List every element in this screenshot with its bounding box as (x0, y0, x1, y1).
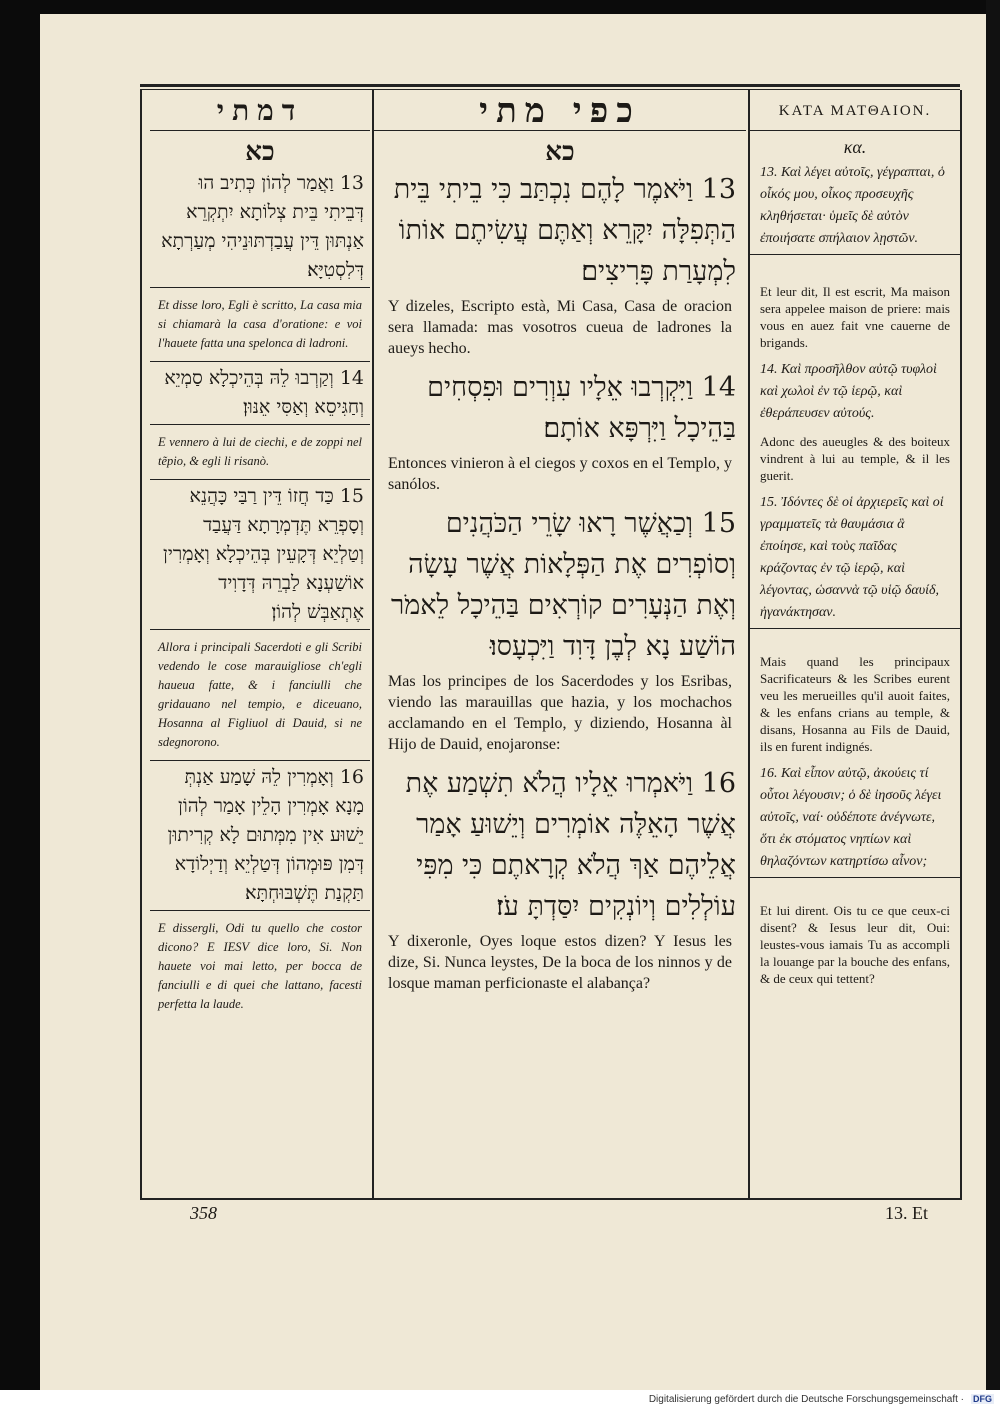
divider (150, 479, 370, 480)
scan-border-right (986, 0, 1000, 1390)
frame-right (960, 90, 962, 1200)
greek-verse-14: 14. Καὶ προσῆλθον αὐτῷ τυφλοὶ καὶ χωλοὶ ἐν τῷ ἱερῷ, καὶ ἐθεράπευσεν αὐτούς. (760, 362, 937, 421)
spanish-verse-15: Mas los principes de los Sacerdodes y los Esribas, viendo las marauillas que hazia, y los mochachos acclamando en el Templo, y diziendo, Hosanna àl Hijo de Dauid, enojaronse: (388, 673, 732, 753)
greek-verse-13: 13. Καὶ λέγει αὐτοῖς, γέγραπται, ὁ οἶκός μου, οἶκος προσευχῆς κληθήσεται· ὑμεῖς δὲ αὐτὸν ἐποιήσατε σπήλαιον λῃστῶν. (760, 165, 945, 246)
column-header-greek (750, 92, 960, 131)
hebrew-verse-16: 16 וַיֹּאמְרוּ אֵלָיו הֲלֹא תִשְׁמַע אֶת אֲשֶׁר הָאֵלֶּה אוֹמְרִים וְיֵשׁוּעַ אָמַר אֲלֵיהֶם אַךְ הֲלֹא קְרָאתֶם כִּי מִפִּי עוֹלְלִים וְיוֹנְקִים יִסַּדְתָּ עֹז׃ (405, 768, 736, 922)
italian-verse-13: Et disse loro, Egli è scritto, La casa mia si chiamarà la casa d'oratione: e voi l'hauete fatta una spelonca di ladroni. (158, 298, 362, 350)
column-header-aramaic (150, 92, 370, 131)
italian-verse-16: E dissergli, Odi tu quello che costor dicono? E IESV dice loro, Si. Non hauete voi mai letto, per bocca de fanciulli e di quei che lattano, facesti perfetta la laude. (158, 921, 362, 1011)
divider (150, 629, 370, 630)
page-number: 358 (190, 1203, 217, 1223)
divider (750, 628, 960, 629)
spanish-verse-13: Y dizeles, Escripto està, Mi Casa, Casa de oracion sera llamada: mas vosotros cueua de ladrones la aueys hecho. (388, 298, 732, 357)
frame-left (140, 90, 142, 1200)
greek-verse-15: 15. Ἰδόντες δὲ οἱ ἀρχιερεῖς καὶ οἱ γραμματεῖς τὰ θαυμάσια ἃ ἐποίησε, καὶ τοὺς παῖδας κράζοντας ἐν τῷ ἱερῷ, καὶ λέγοντας, ὡσαννὰ τῷ υἱῷ δαυίδ, ἠγανάκτησαν. (760, 495, 944, 620)
header-aramaic-title: דמתי (216, 94, 304, 127)
top-rule-thin (140, 89, 960, 90)
aramaic-verse-15: 15 כַּד חֲזוֹ דֵּין רַבַּי כָּהֲנֵא וְסָפְרֵא תֶּדְמְרָתָא דַּעֲבַד וְטַלְיֵא דְּקָעֵין בְּהֵיכְלָא וְאָמְרִין אוֹשַׁעְנָא לַבְרֵהּ דְּדָוִיד אֶתְאַבְּשׁ לְהוֹן׃ (163, 485, 364, 623)
top-rule (140, 84, 960, 87)
aramaic-italian-column (150, 92, 370, 1020)
hebrew-verse-15: 15 וְכַאֲשֶׁר רָאוּ שָׂרֵי הַכֹּהֲנִים וְסוֹפְרִים אֶת הַפְּלָאוֹת אֲשֶׁר עָשָׂה וְאֶת הַנְּעָרִים קוֹרְאִים בַּהֵיכָל לֵאמֹר הוֹשַׁע נָא לְבֶן דָּוִד וַיִּכְעָסוּ׃ (391, 508, 736, 662)
greek-french-column (750, 92, 960, 993)
column-header-hebrew (374, 92, 746, 131)
hebrew-verse-13: 13 וַיֹּאמֶר לָהֶם נִכְתַּב כִּי בֵיתִי בֵּית הַתְּפִלָּה יִקָּרֵא וְאַתֶּם עֲשִׂיתֶם אוֹתוֹ לִמְעָרַת פָּרִיצִים׃ (393, 174, 736, 287)
dfg-logo: DFG (973, 1394, 992, 1404)
italian-verse-14: E vennero à lui de ciechi, e de zoppi nel tẽpio, & egli li risanò. (158, 435, 362, 468)
digitization-footer (0, 1390, 1000, 1406)
digitization-credit: Digitalisierung gefördert durch die Deutsche Forschungsgemeinschaft · (648, 1394, 964, 1405)
chapter-number-aramaic: כא (245, 137, 275, 167)
chapter-number-greek: κα. (843, 137, 867, 157)
spanish-verse-16: Y dixeronle, Oyes loque estos dizen? Y Iesus les dize, Si. Nunca leystes, De la boca de los ninnos y de losque maman perficionaste el alabança? (388, 933, 732, 992)
header-greek-title: ΚΑΤΑ ΜΑΤΘΑΙΟΝ. (778, 102, 932, 119)
divider (150, 287, 370, 288)
french-verse-16: Et lui dirent. Ois tu ce que ceux-ci disent? & Iesus leur dit, Oui: leustes-vous iamais Tu as accompli la louange par la bouche des enfans, & de ceux qui tettent? (760, 903, 950, 986)
scan-border-left (0, 0, 40, 1406)
french-verse-14: Adonc des aueugles & des boiteux vindrent à lui au temple, & il les guerit. (760, 434, 950, 483)
divider (150, 361, 370, 362)
french-verse-15: Mais quand les principaux Sacrificateurs & les Scribes eurent veu les merueilles qu'il auoit faites, & les enfans crians au temple, & disans, Hosanna au Fils de Dauid, ils en furent indignés. (760, 654, 950, 754)
hebrew-spanish-column (374, 92, 746, 1002)
spanish-verse-14: Entonces vinieron à el ciegos y coxos en el Templo, y sanólos. (388, 455, 732, 493)
greek-verse-16: 16. Καὶ εἶπον αὐτῷ, ἀκούεις τί οὗτοι λέγουσιν; ὁ δὲ ἰησοῦς λέγει αὐτοῖς, ναί· οὐδέποτε ἀνέγνωτε, ὅτι ἐκ στόματος νηπίων καὶ θηλαζόντων κατηρτίσω αἶνον; (760, 766, 942, 869)
scan-border-top (0, 0, 1000, 14)
catchword: 13. Et (885, 1203, 928, 1223)
aramaic-verse-16: 16 וְאָמְרִין לֵהּ שָׁמַע אַנְתְּ מָנָא אָמְרִין הָלֵין אָמַר לְהוֹן יֵשׁוּע אִין מִמְּתוּם לָא קְרִיתוּן דְּמִן פּוּמְהוֹן דְּטַלְיֵא וְדַיְלוֹדָא תַּקְנַת תֶּשְׁבּוּחְתָּא׃ (167, 766, 364, 904)
aramaic-verse-14: 14 וְקַרְבוּ לֵהּ בְּהֵיכְלָא סַמְיֵא וְחַגִּיסֵא וְאַסִּי אֵנּוּן׃ (164, 367, 364, 418)
french-verse-13: Et leur dit, Il est escrit, Ma maison sera appelee maison de priere: mais vous en auez fait vne cauerne de brigands. (760, 284, 950, 350)
header-hebrew-title: כפי מתי (479, 91, 641, 131)
divider (750, 877, 960, 878)
bottom-rule (140, 1198, 960, 1200)
divider (750, 254, 960, 255)
italian-verse-15: Allora i principali Sacerdoti e gli Scribi vedendo le cose marauigliose ch'egli haueua fatte, & i fanciulli che gridauano nel tempio, e diceuano, Hosanna al Figliuol di Dauid, si ne sdegnorono. (158, 640, 362, 749)
aramaic-verse-13: 13 וַאֲמַר לְהוֹן כְּתִיב הוּ דְּבֵיתִי בֵּית צְלוֹתָא יִתְקְרֵא אַנְתּוּן דֵּין עֲבַדְתּוּנֵיהִי מְעַרְתָא דְּלִסְטִיָּא׃ (161, 172, 364, 281)
divider (150, 424, 370, 425)
chapter-number-hebrew: כא (545, 137, 575, 167)
divider (150, 910, 370, 911)
hebrew-verse-14: 14 וַיִּקְרְבוּ אֵלָיו עִוְרִים וּפִסְחִים בַּהֵיכָל וַיִּרְפָּא אוֹתָם׃ (427, 372, 736, 444)
divider (150, 760, 370, 761)
